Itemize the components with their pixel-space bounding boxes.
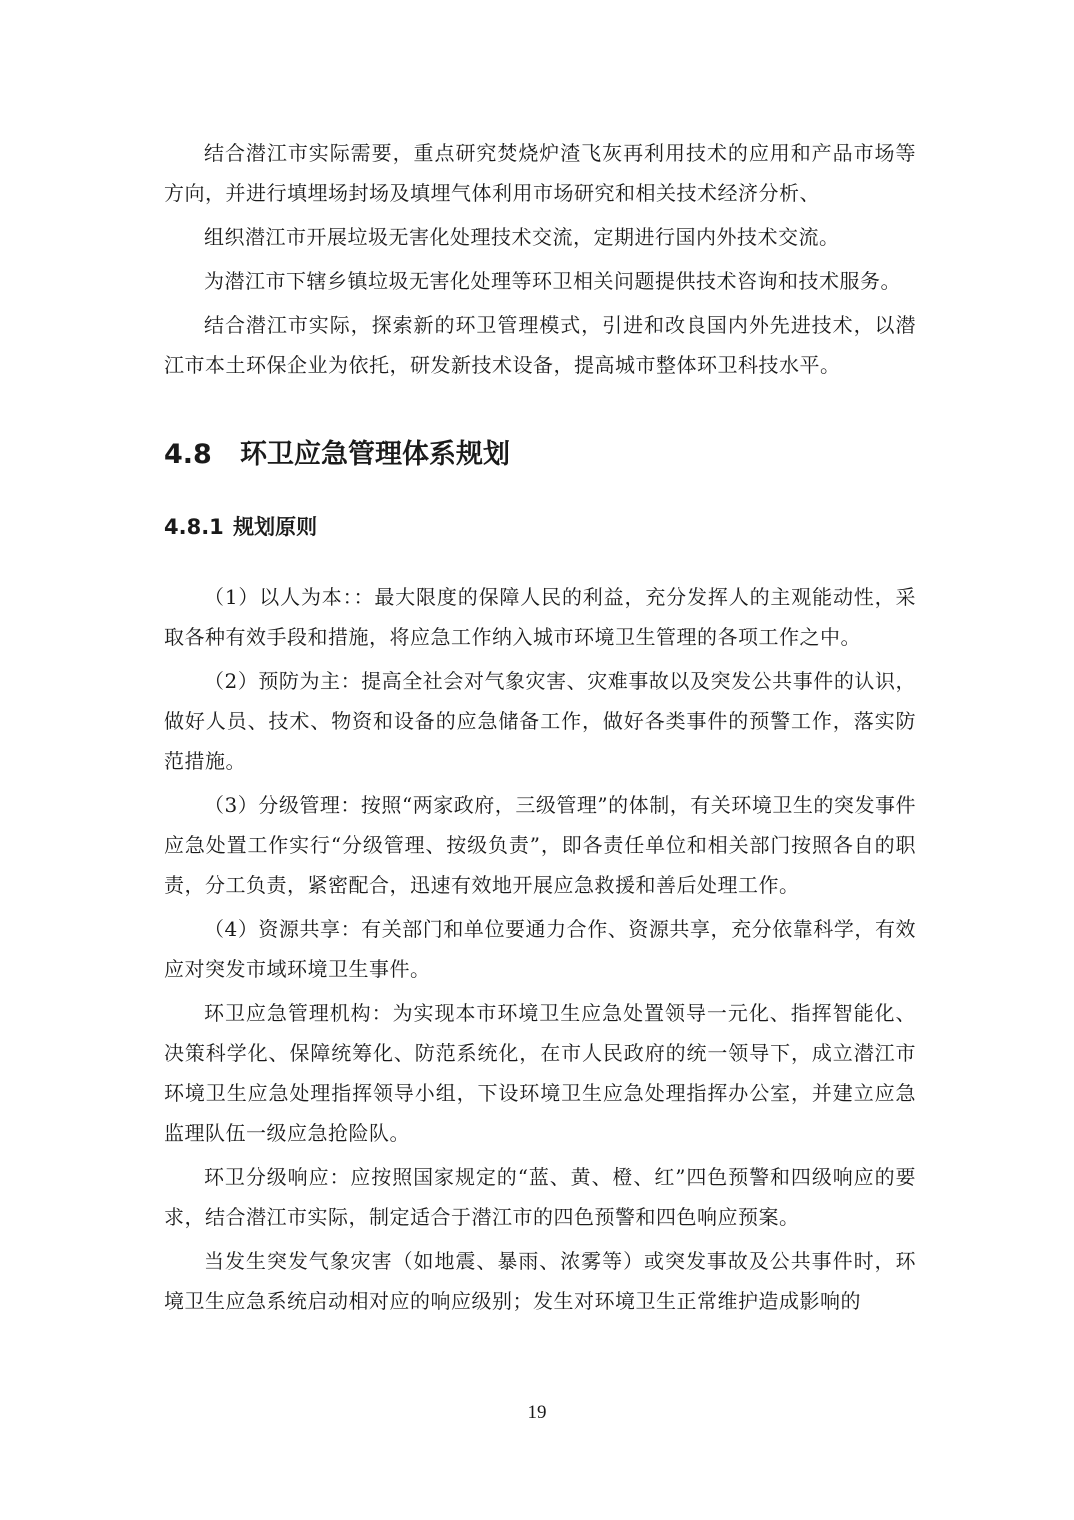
section-heading xyxy=(164,425,916,485)
paragraph: 环卫分级响应：应按照国家规定的“蓝、黄、橙、红”四色预警和四级响应的要求，结合潜江市实际，制定适合于潜江市的四色预警和四色响应预案。 xyxy=(164,1165,916,1229)
section-number: 4.8 xyxy=(164,439,212,470)
paragraph: 结合潜江市实际，探索新的环卫管理模式，引进和改良国内外先进技术，以潜江市本土环保企业为依托，研发新技术设备，提高城市整体环卫科技水平。 xyxy=(164,313,916,377)
section-title: 环卫应急管理体系规划 xyxy=(240,439,510,470)
paragraph: （1）以人为本：：最大限度的保障人民的利益，充分发挥人的主观能动性，采取各种有效手段和措施，将应急工作纳入城市环境卫生管理的各项工作之中。 xyxy=(164,585,916,649)
paragraph: 结合潜江市实际需要，重点研究焚烧炉渣飞灰再利用技术的应用和产品市场等方向，并进行填埋场封场及填埋气体利用市场研究和相关技术经济分析、 xyxy=(164,141,916,205)
subsection-title: 规划原则 xyxy=(233,515,318,539)
paragraph: 当发生突发气象灾害（如地震、暴雨、浓雾等）或突发事故及公共事件时，环境卫生应急系统启动相对应的响应级别；发生对环境卫生正常维护造成影响的 xyxy=(164,1249,916,1313)
page-number: 19 xyxy=(527,1402,547,1423)
paragraph: 组织潜江市开展垃圾无害化处理技术交流，定期进行国内外技术交流。 xyxy=(204,225,840,249)
paragraph: 环卫应急管理机构：为实现本市环境卫生应急处置领导一元化、指挥智能化、决策科学化、保障统筹化、防范系统化，在市人民政府的统一领导下，成立潜江市环境卫生应急处理指挥领导小组，下设环境卫生应急处理指挥办公室，并建立应急监理队伍一级应急抢险队。 xyxy=(164,1001,916,1145)
paragraph: （4）资源共享：有关部门和单位要通力合作、资源共享，充分依靠科学，有效应对突发市域环境卫生事件。 xyxy=(164,917,916,981)
page-body xyxy=(164,133,916,1325)
paragraph: （3）分级管理：按照“两家政府，三级管理”的体制，有关环境卫生的突发事件应急处置工作实行“分级管理、按级负责”，即各责任单位和相关部门按照各自的职责，分工负责，紧密配合，迅速有效地开展应急救援和善后处理工作。 xyxy=(164,793,916,897)
subsection-heading xyxy=(164,507,916,547)
subsection-number: 4.8.1 xyxy=(164,515,224,539)
paragraph: 为潜江市下辖乡镇垃圾无害化处理等环卫相关问题提供技术咨询和技术服务。 xyxy=(204,269,901,293)
paragraph: （2）预防为主：提高全社会对气象灾害、灾难事故以及突发公共事件的认识，做好人员、技术、物资和设备的应急储备工作，做好各类事件的预警工作，落实防范措施。 xyxy=(164,669,916,773)
